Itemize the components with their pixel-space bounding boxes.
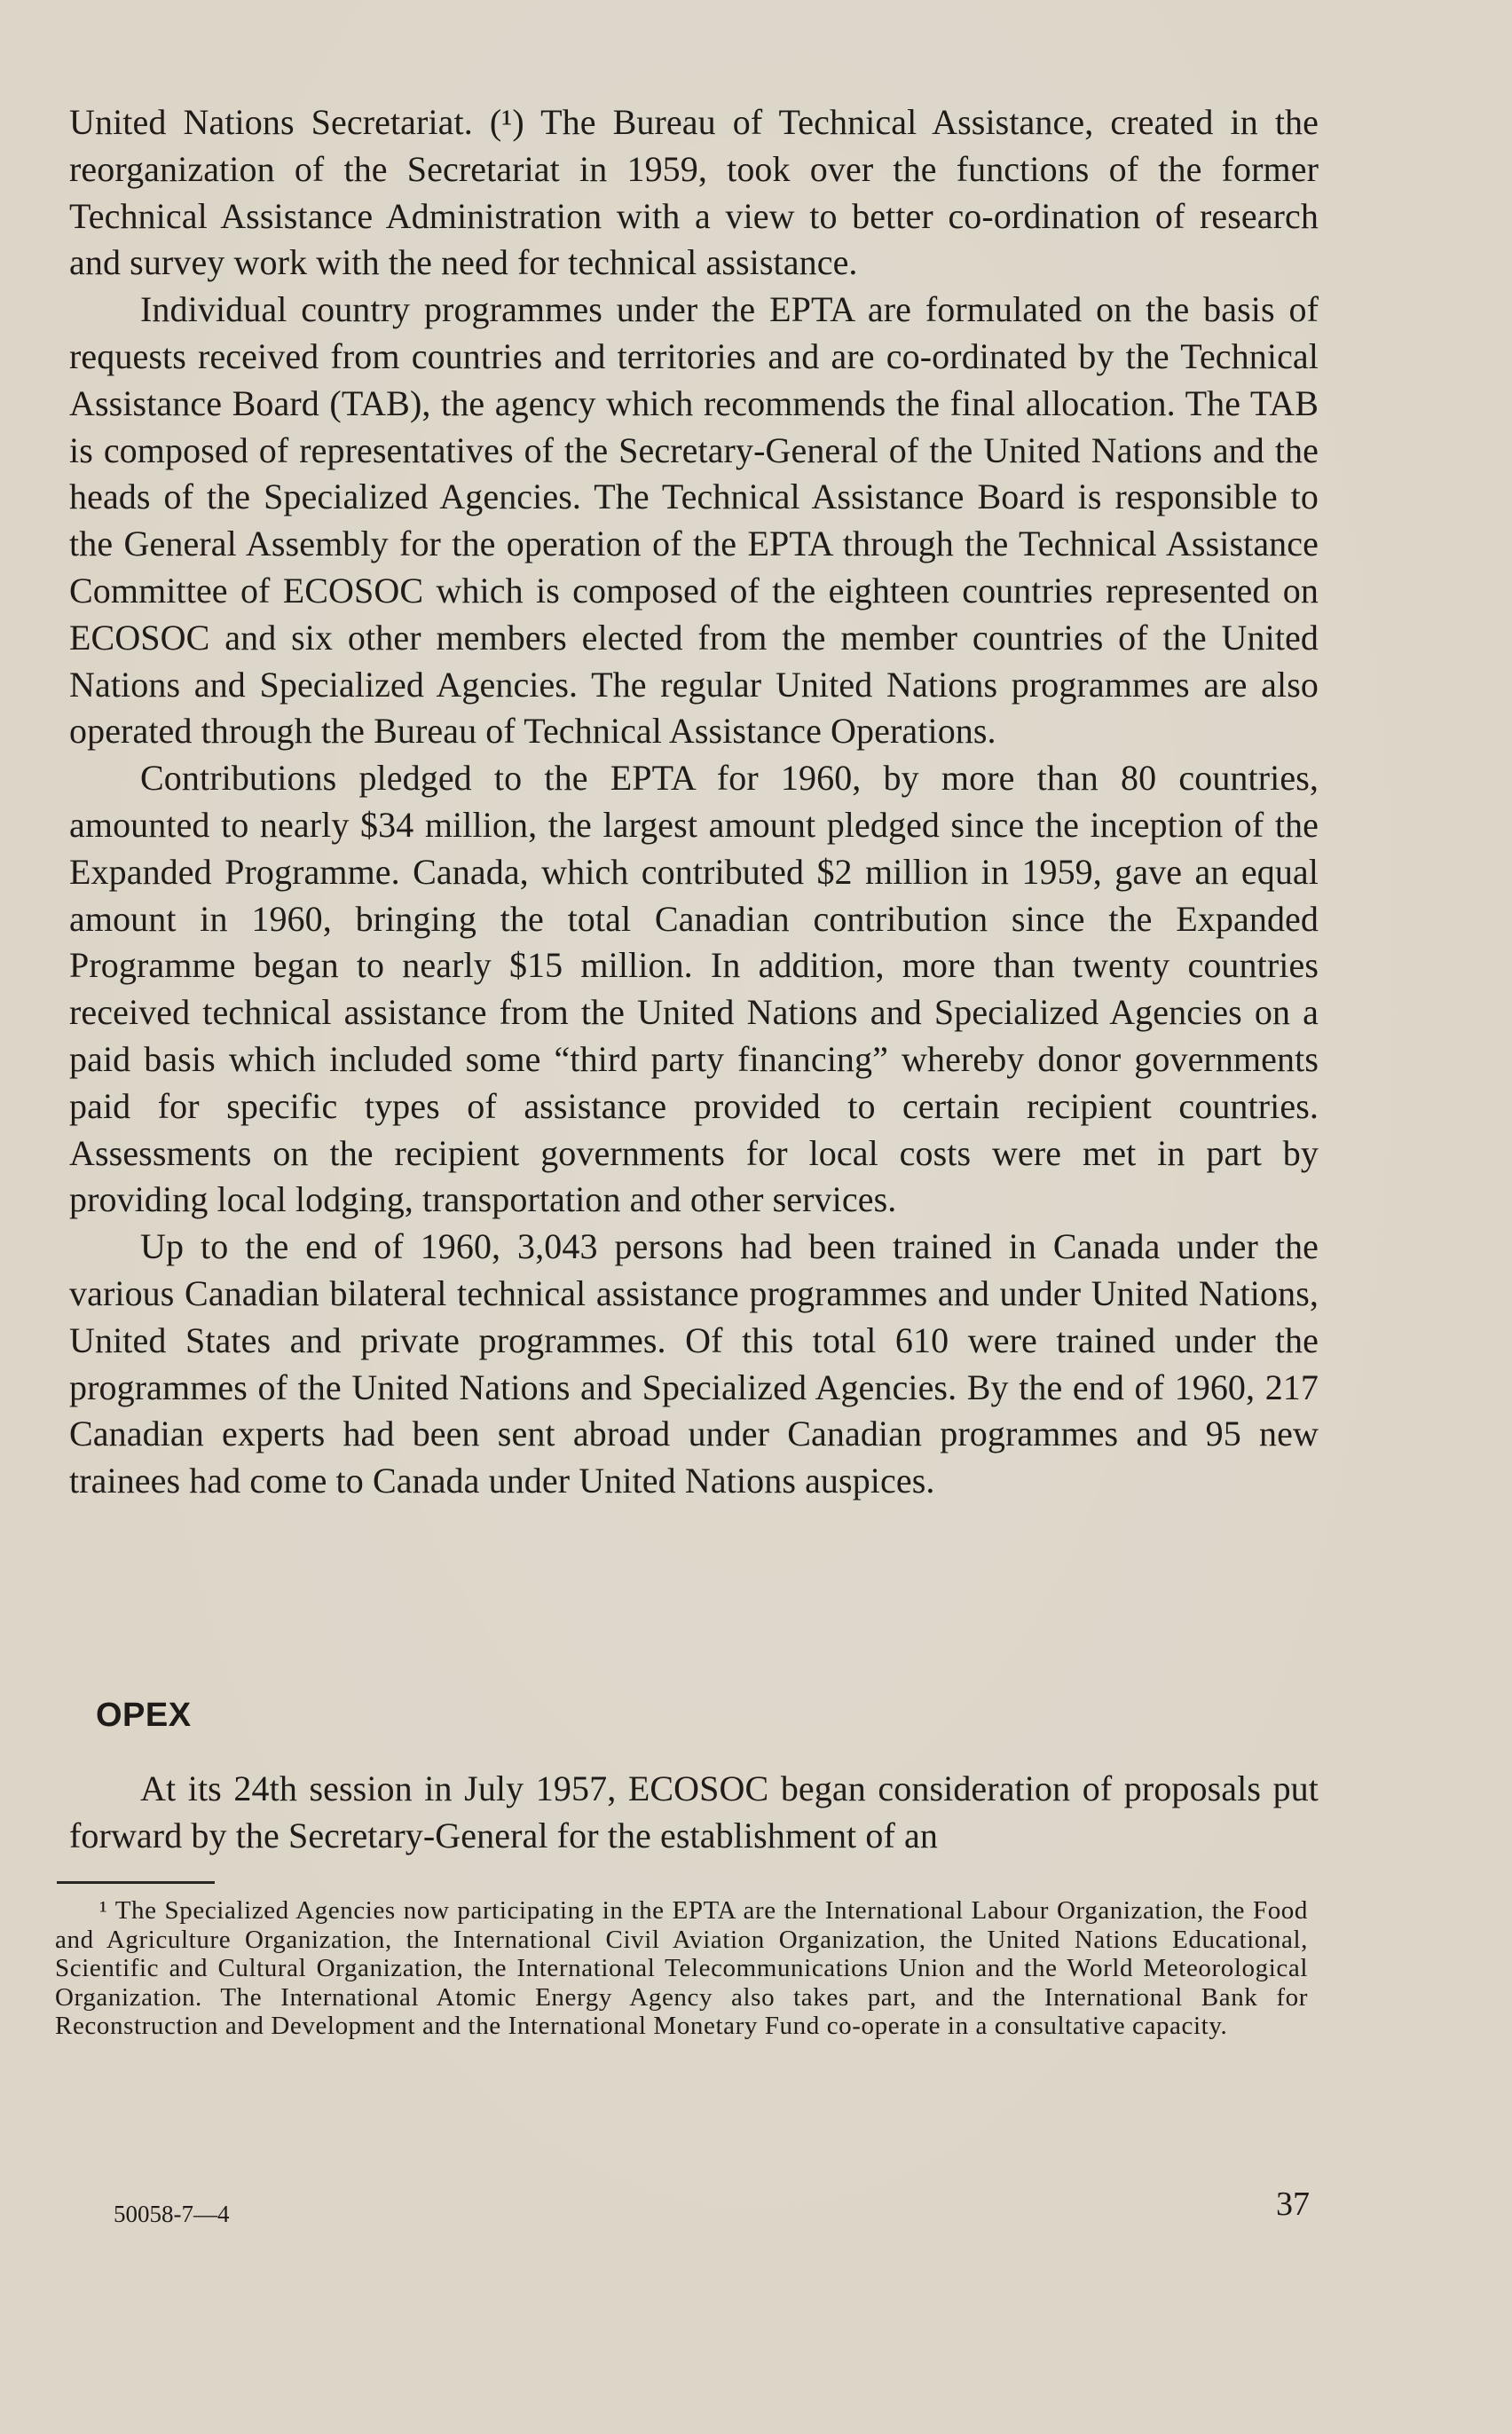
paragraph-trainees: Up to the end of 1960, 3,043 persons had been trained in Canada under the various Canadian bilateral technical assistance programmes and under United Nations, United States and private programmes. Of this total 610 were trained under the programmes of the United Nations and Specialized Agencies. By the end of 1960, 217 Canadian experts had been sent abroad under Canadian programmes and 95 new trainees had come to Canada under United Nations auspices. [69,1226,1319,1501]
section-heading-opex: OPEX [96,1697,192,1734]
paragraph-bureau-technical-assistance: United Nations Secretariat. (¹) The Bureau of Technical Assistance, created in the reorganization of the Secretariat in 1959, took over the functions of the former Technical Assistance Administration with a view to better co-ordination of research and survey work with the need for technical assistance. [69,102,1319,283]
paragraph-contributions: Contributions pledged to the EPTA for 1960, by more than 80 countries, amounted to nearly $34 million, the largest amount pledged since the inception of the Expanded Programme. Canada, which contributed $2 million in 1959, gave an equal amount in 1960, bringing the total Canadian contribution since the Expanded Programme began to nearly $15 million. In addition, more than twenty countries received technical assistance from the United Nations and Specialized Agencies on a paid basis which included some “third party financing” whereby donor governments paid for specific types of assistance provided to certain recipient countries. Assessments on the recipient governments for local costs were met in part by providing local lodging, transportation and other services. [69,758,1319,1220]
print-code: 50058-7—4 [114,2201,230,2227]
footnote-divider [57,1881,215,1884]
page-number: 37 [1276,2186,1310,2223]
opex-body-text [69,1766,1319,1860]
paragraph-country-programmes: Individual country programmes under the EPTA are formulated on the basis of requests received from countries and territories and are co-ordinated by the Technical Assistance Board (TAB), the agency which recommends the final allocation. The TAB is composed of representatives of the Secretary-General of the United Nations and the heads of the Specialized Agencies. The Technical Assistance Board is responsible to the General Assembly for the operation of the EPTA through the Technical Assistance Committee of ECOSOC which is composed of the eighteen countries represented on ECOSOC and six other members elected from the member countries of the United Nations and Specialized Agencies. The regular United Nations programmes are also operated through the Bureau of Technical Assistance Operations. [69,289,1319,752]
paragraph-opex: At its 24th session in July 1957, ECOSOC began consideration of proposals put forward by the Secretary-General for the establishment of an [69,1768,1319,1855]
main-body-text [69,99,1319,1505]
footnote-specialized-agencies: ¹ The Specialized Agencies now participating in the EPTA are the International Labour Organization, the Food and Agriculture Organization, the International Civil Aviation Organization, the United Nations Educational, Scientific and Cultural Organization, the International Telecommunications Union and the World Meteorological Organization. The International Atomic Energy Agency also takes part, and the International Bank for Reconstruction and Development and the International Monetary Fund co-operate in a consultative capacity. [55,1896,1308,2040]
